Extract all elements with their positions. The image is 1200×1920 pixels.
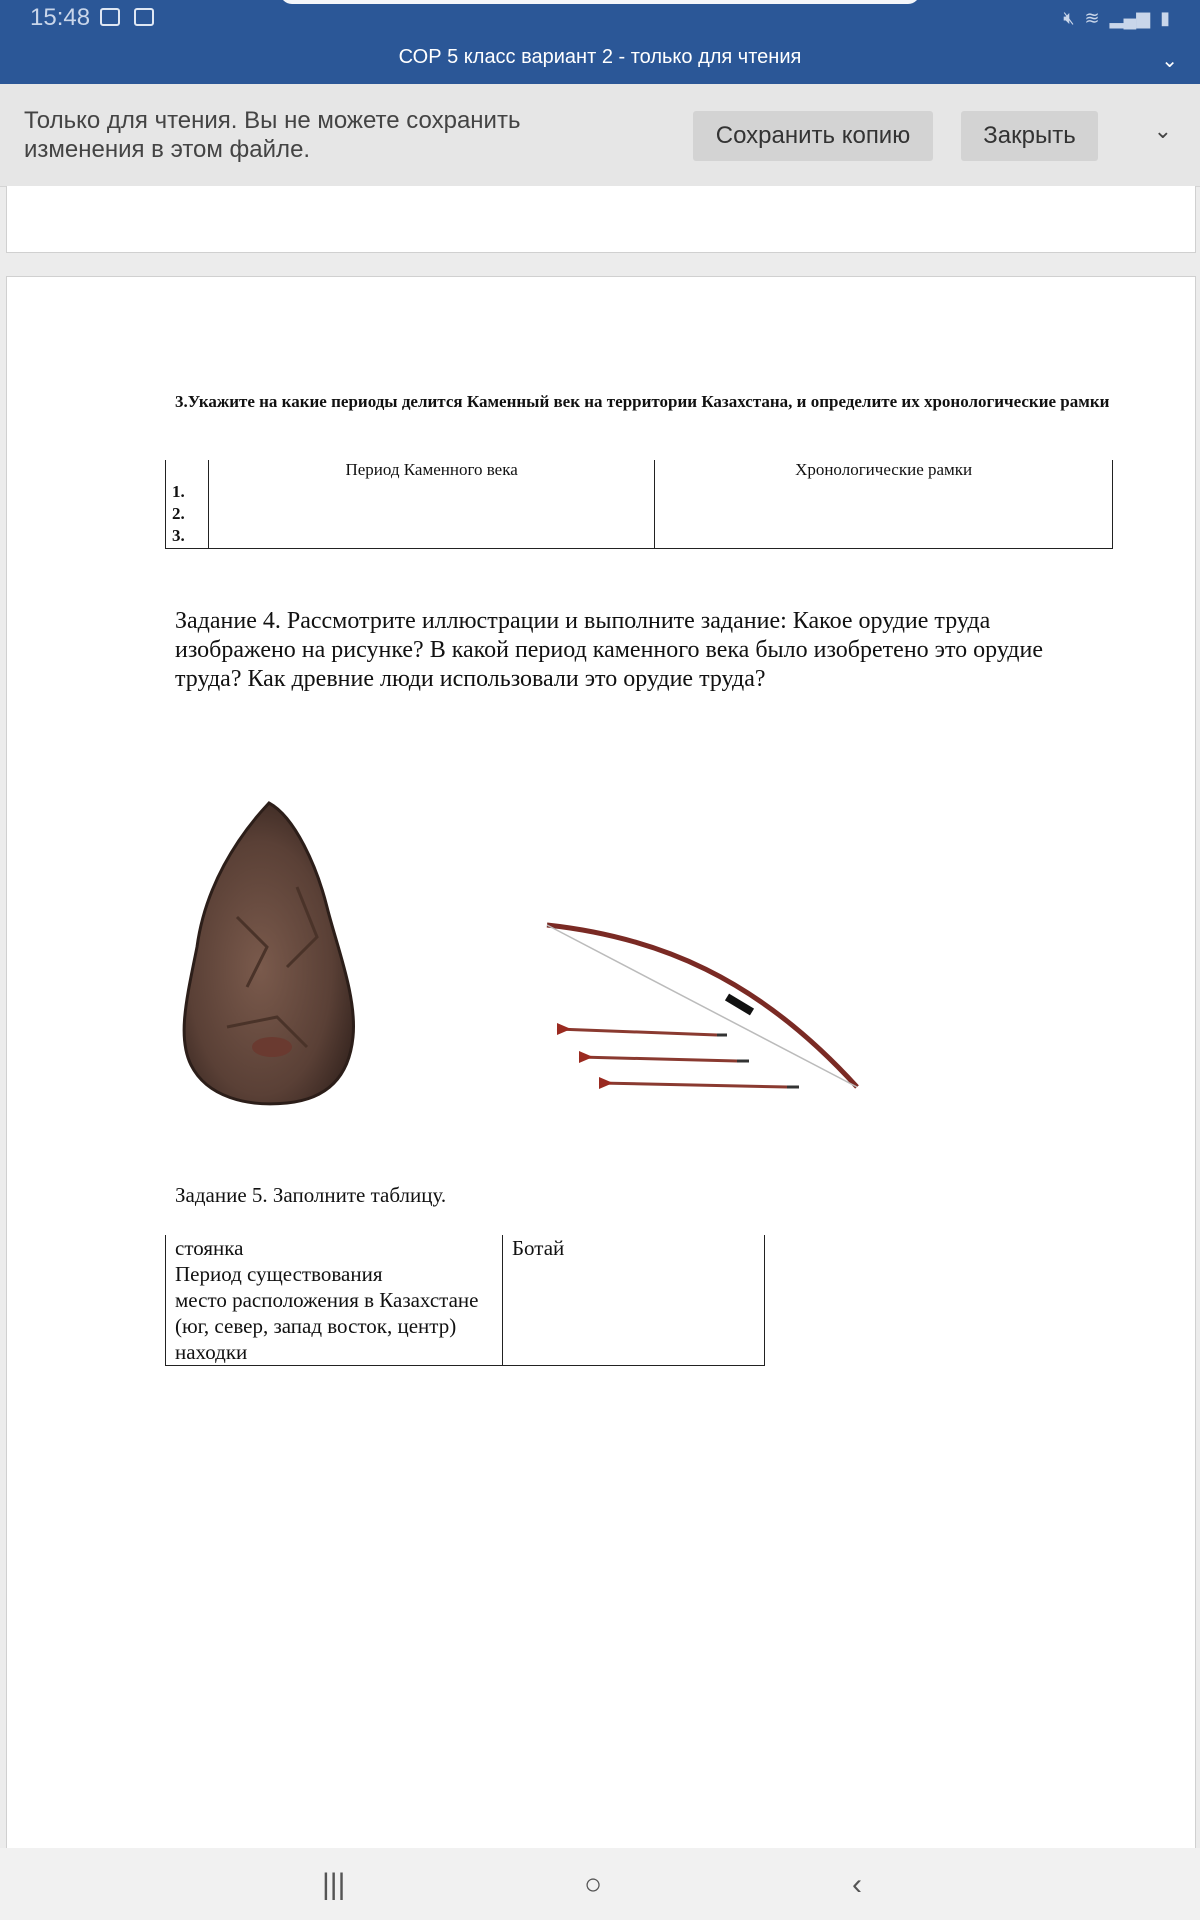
chevron-down-icon[interactable]: ⌄ xyxy=(1161,50,1178,72)
table-row xyxy=(166,460,1113,482)
previous-page xyxy=(6,186,1196,253)
hand-axe-image xyxy=(177,797,377,1117)
table-cell xyxy=(209,482,655,504)
close-button[interactable]: Закрыть xyxy=(961,111,1098,161)
row-number: 3. xyxy=(166,526,209,549)
read-only-message: Только для чтения. Вы не можете сохранить изменения в этом файле. xyxy=(24,107,521,163)
table-cell xyxy=(209,526,655,549)
table-row xyxy=(166,1339,765,1366)
site-table xyxy=(165,1235,765,1366)
notification-pill xyxy=(280,0,920,4)
task5-text: Задание 5. Заполните таблицу. xyxy=(175,1183,447,1207)
periods-table xyxy=(165,460,1113,549)
table-cell: находки xyxy=(166,1339,503,1366)
table-cell xyxy=(503,1261,765,1287)
table-cell xyxy=(503,1287,765,1339)
table-cell: Ботай xyxy=(503,1235,765,1261)
recent-apps-icon[interactable]: ||| xyxy=(322,1868,346,1901)
system-icons xyxy=(1063,8,1170,29)
table-row xyxy=(166,526,1113,549)
table-cell xyxy=(655,482,1113,504)
table-row xyxy=(166,1261,765,1287)
bow-and-arrows-image xyxy=(537,917,897,1117)
table-cell xyxy=(503,1339,765,1366)
table-row xyxy=(166,504,1113,526)
collapse-chevron-icon[interactable]: ⌄ xyxy=(1153,118,1172,143)
task4-text: Задание 4. Рассмотрите иллюстрации и выполните задание: Какое орудие труда изображено на рисунке? В какой период каменного века было изобретено это орудие труда? Как древние люди использовали это орудие труда? xyxy=(175,608,1044,692)
table-row xyxy=(166,1287,765,1339)
table-cell: стоянка xyxy=(166,1235,503,1261)
read-only-banner xyxy=(0,84,1200,187)
table-cell xyxy=(209,504,655,526)
document-page[interactable] xyxy=(6,276,1196,1898)
app-header xyxy=(0,0,1200,84)
header-chronology: Хронологические рамки xyxy=(655,460,1113,482)
save-copy-button[interactable]: Сохранить копию xyxy=(693,111,933,161)
table-row xyxy=(166,1235,765,1261)
status-time: 15:48 xyxy=(30,4,91,31)
row-number: 2. xyxy=(166,504,209,526)
wifi-icon: ≋ xyxy=(1084,8,1100,28)
header-period: Период Каменного века xyxy=(209,460,655,482)
table-cell xyxy=(655,526,1113,549)
battery-icon: ▮ xyxy=(1160,8,1170,28)
gallery-icon xyxy=(100,8,120,26)
row-number: 1. xyxy=(166,482,209,504)
table-cell xyxy=(655,504,1113,526)
table-cell xyxy=(166,460,209,482)
home-icon[interactable]: ○ xyxy=(584,1868,603,1901)
back-icon[interactable]: ‹ xyxy=(852,1868,862,1901)
status-icons xyxy=(100,8,154,26)
system-nav-bar xyxy=(0,1848,1200,1920)
table-row xyxy=(166,482,1113,504)
screenshot-icon xyxy=(134,8,154,26)
document-title[interactable]: СОР 5 класс вариант 2 - только для чтения xyxy=(398,46,802,68)
table-cell: место расположения в Казахстане (юг, север, запад восток, центр) xyxy=(166,1287,503,1339)
mute-icon: 🔇︎ xyxy=(1063,8,1075,28)
signal-icon: ▂▄▆ xyxy=(1109,8,1151,28)
task3-text: 3.Укажите на какие периоды делится Каменный век на территории Казахстана, и определите их хронологические рамки xyxy=(175,392,1110,411)
table-cell: Период существования xyxy=(166,1261,503,1287)
